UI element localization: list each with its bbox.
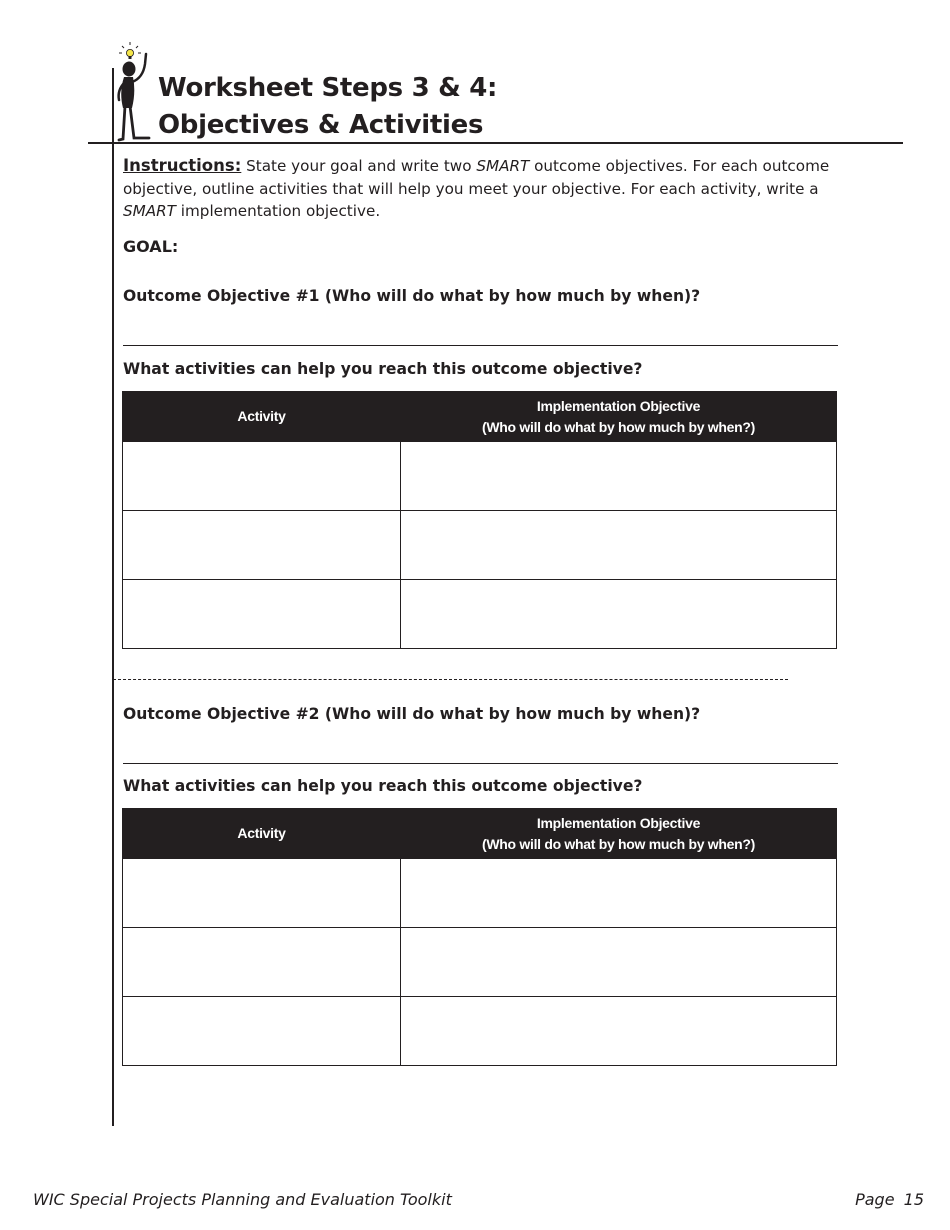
activities-question-2: What activities can help you reach this outcome objective?	[123, 777, 643, 795]
table-row	[123, 859, 837, 928]
smart-term: SMART	[123, 202, 176, 220]
implementation-cell[interactable]	[401, 928, 837, 997]
implementation-column-header: Implementation Objective (Who will do what by how much by when?)	[401, 392, 837, 442]
activities-question-1: What activities can help you reach this outcome objective?	[123, 360, 643, 378]
activity-cell[interactable]	[123, 859, 401, 928]
activity-column-header: Activity	[123, 809, 401, 859]
stick-figure-lightbulb-icon	[115, 42, 155, 142]
activities-table-1	[122, 391, 837, 649]
table-header-row	[123, 392, 837, 442]
page-title	[158, 70, 497, 144]
table-row	[123, 511, 837, 580]
header-rule	[88, 142, 903, 144]
implementation-cell[interactable]	[401, 859, 837, 928]
table-row	[123, 928, 837, 997]
outcome-objective-2-question: Outcome Objective #2 (Who will do what by how much by when)?	[123, 705, 701, 723]
table-row	[123, 442, 837, 511]
activity-cell[interactable]	[123, 997, 401, 1066]
activity-cell[interactable]	[123, 511, 401, 580]
instructions-text-3: implementation objective.	[180, 202, 381, 220]
activities-table-2	[122, 808, 837, 1066]
margin-rule	[112, 68, 114, 1126]
table-header-row	[123, 809, 837, 859]
outcome-objective-2-answer-line[interactable]	[123, 763, 838, 764]
implementation-column-header: Implementation Objective (Who will do what by how much by when?)	[401, 809, 837, 859]
activity-cell[interactable]	[123, 442, 401, 511]
instructions-text-1: State your goal and write two	[246, 157, 472, 175]
table-row	[123, 997, 837, 1066]
footer-document-title: WIC Special Projects Planning and Evaluation Toolkit	[33, 1190, 452, 1209]
implementation-cell[interactable]	[401, 997, 837, 1066]
implementation-cell[interactable]	[401, 442, 837, 511]
instructions-text-2: outcome objectives. For each outcome objective, outline activities that will help you meet your objective. For each activity, write a	[123, 157, 830, 198]
implementation-cell[interactable]	[401, 580, 837, 649]
outcome-objective-1-answer-line[interactable]	[123, 345, 838, 346]
smart-term: SMART	[476, 157, 530, 175]
implementation-cell[interactable]	[401, 511, 837, 580]
table-row	[123, 580, 837, 649]
section-divider	[113, 679, 788, 680]
title-line-1: Worksheet Steps 3 & 4:	[158, 73, 498, 103]
activity-cell[interactable]	[123, 928, 401, 997]
outcome-objective-1-question: Outcome Objective #1 (Who will do what by how much by when)?	[123, 287, 701, 305]
goal-label: GOAL:	[123, 237, 179, 256]
footer-page-number: Page 15	[855, 1190, 924, 1209]
activity-column-header: Activity	[123, 392, 401, 442]
instructions-label: Instructions:	[123, 156, 242, 175]
instructions	[123, 155, 843, 223]
title-line-2: Objectives & Activities	[158, 110, 484, 140]
activity-cell[interactable]	[123, 580, 401, 649]
